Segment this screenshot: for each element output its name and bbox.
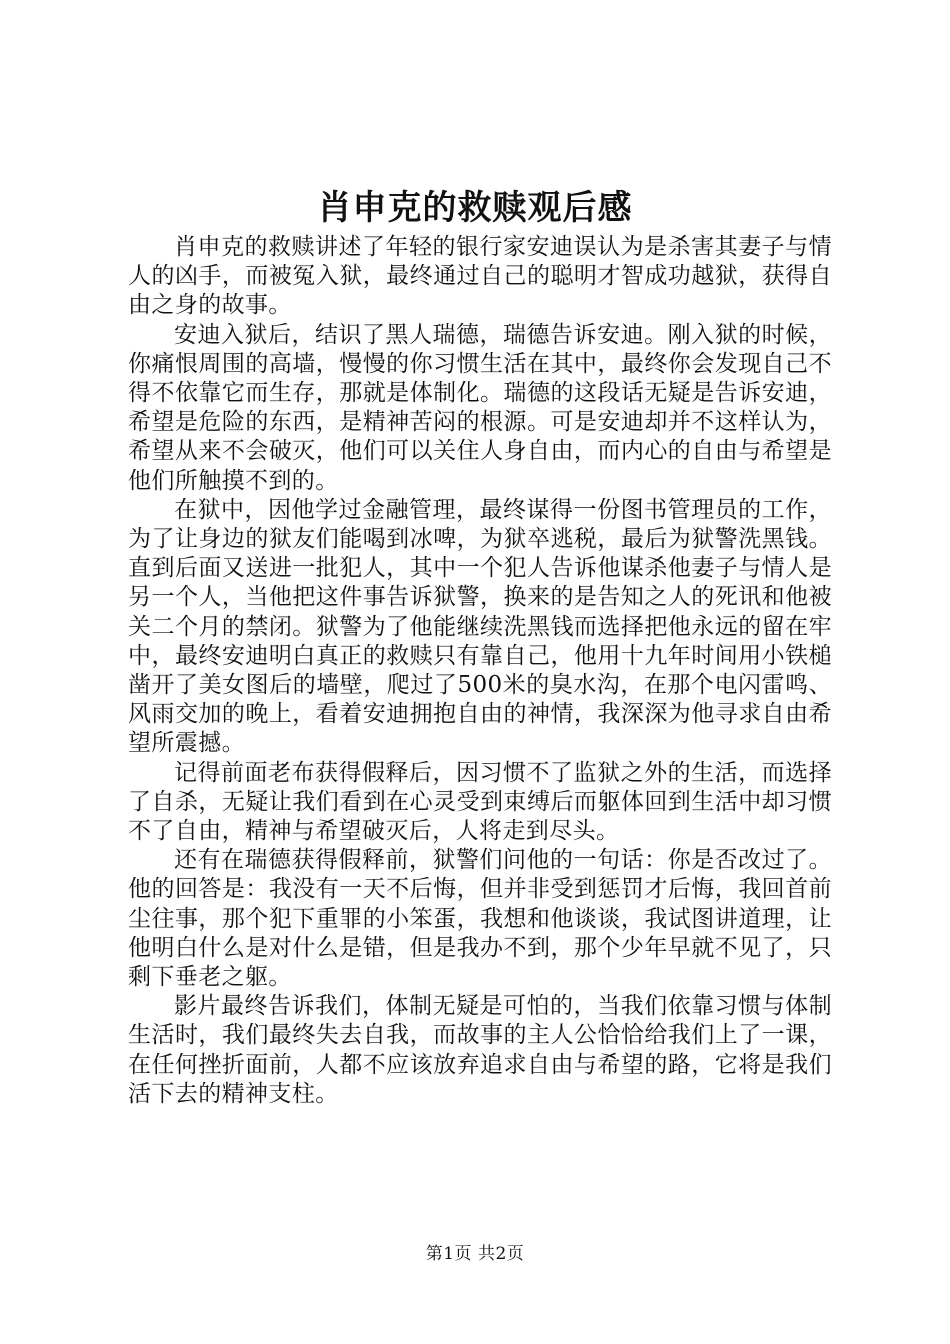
paragraph-5: 还有在瑞德获得假释前，狱警们问他的一句话：你是否改过了。他的回答是：我没有一天不后悔，但并非受到惩罚才后悔，我回首前尘往事，那个犯下重罪的小笨蛋，我想和他谈谈，我试图讲道理，让他明白什么是对什么是错，但是我办不到，那个少年早就不见了，只剩下垂老之躯。 [128, 847, 832, 991]
page-title: 肖申克的救赎观后感 [317, 188, 633, 228]
paragraph-2: 安迪入狱后，结识了黑人瑞德，瑞德告诉安迪。刚入狱的时候，你痛恨周围的高墙，慢慢的你习惯生活在其中，最终你会发现自己不得不依靠它而生存，那就是体制化。瑞德的这段话无疑是告诉安迪，希望是危险的东西，是精神苦闷的根源。可是安迪却并不这样认为，希望从来不会破灭，他们可以关住人身自由，而内心的自由与希望是他们所触摸不到的。 [128, 321, 832, 494]
paragraph-1: 肖申克的救赎讲述了年轻的银行家安迪误认为是杀害其妻子与情人的凶手，而被冤入狱，最终通过自己的聪明才智成功越狱，获得自由之身的故事。 [128, 234, 832, 319]
article-body [128, 233, 832, 1109]
paragraph-3: 在狱中，因他学过金融管理，最终谋得一份图书管理员的工作，为了让身边的狱友们能喝到冰啤，为狱卒逃税，最后为狱警洗黑钱。直到后面又送进一批犯人，其中一个犯人告诉他谋杀他妻子与情人是另一个人，当他把这件事告诉狱警，换来的是告知之人的死讯和他被关二个月的禁闭。狱警为了他能继续洗黑钱而选择把他永远的留在牢中，最终安迪明白真正的救赎只有靠自己，他用十九年时间用小铁槌凿开了美女图后的墙壁，爬过了500米的臭水沟，在那个电闪雷鸣、风雨交加的晚上，看着安迪拥抱自由的神情，我深深为他寻求自由希望所震撼。 [128, 496, 832, 757]
paragraph-6: 影片最终告诉我们，体制无疑是可怕的，当我们依靠习惯与体制生活时，我们最终失去自我，而故事的主人公恰恰给我们上了一课，在任何挫折面前，人都不应该放弃追求自由与希望的路，它将是我们活下去的精神支柱。 [128, 993, 832, 1107]
page-footer: 第1页 共2页 [425, 1244, 525, 1264]
paragraph-4: 记得前面老布获得假释后，因习惯不了监狱之外的生活，而选择了自杀，无疑让我们看到在心灵受到束缚后而躯体回到生活中却习惯不了自由，精神与希望破灭后，人将走到尽头。 [128, 759, 832, 845]
